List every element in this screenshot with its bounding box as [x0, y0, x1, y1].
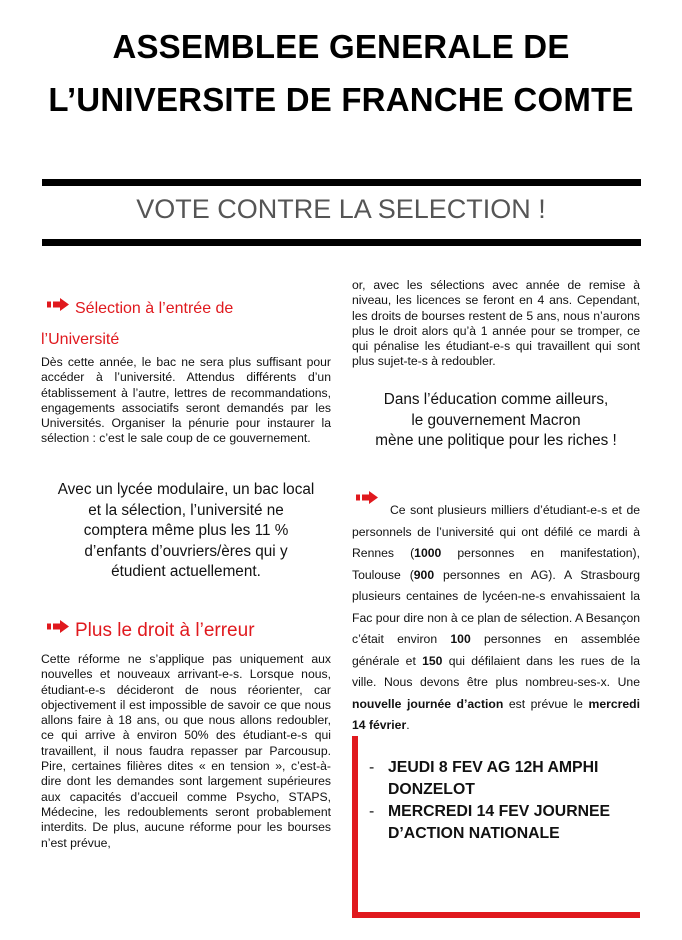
journee-action-text: nouvelle journée d’action — [352, 696, 504, 711]
callout-line: Avec un lycée modulaire, un bac local — [57, 481, 315, 498]
count-rennes: 1000 — [414, 546, 442, 560]
text-run: personnes en AG). A Strasbourg plusieurs centaines de lycéen-ne-s envahissaient la Fac pour dire non à ce plan de sélection. A Besançon c’était environ — [352, 567, 641, 646]
continuation-text: or, avec les sélections avec année de remise à niveau, les licences se feront en 4 ans. Cependant, les droits de bourses restent de 5 ans, nous n’aurons plus le droit alors qu’à 1 année pour se tromper, ce qui pénalise les étudiant-e-s qui travaillent qui sont plus sujet-te-s à redoubler. — [352, 278, 640, 369]
section-body-mobilisation — [352, 500, 640, 737]
subtitle: VOTE CONTRE LA SELECTION ! — [136, 194, 546, 224]
text-run: . — [406, 718, 410, 732]
event-box-border-left — [352, 736, 358, 918]
text-run: personnes en manifestation), Toulouse ( — [352, 546, 641, 582]
page-title-line-1: ASSEMBLEE GENERALE DE — [112, 28, 570, 65]
event-text: JEUDI 8 FEV AG 12H AMPHI DONZELOT — [388, 759, 599, 798]
text-run: qui défilaient dans les rues de la ville. Nous devons être plus nombreu-ses-x. Une — [352, 653, 641, 689]
section-body-erreur: Cette réforme ne s’applique pas uniquement aux nouvelles et nouveaux arrivant-e-s. Lorsque nous, étudiant-e-s décideront de nous réorienter, car objectivement il est impossible de savoir ce que nous allons faire à 18 ans, ou que nous allons redoubler, ce qui arrive à environ 50% des étudiant-e-s qui travaillent, il nous faudra repasser par Parcousup. Pire, certaines filières dites « en tension », c’est-à-dire dont les demandes sont largement supérieures aux capacités d’accueil comme Psycho, STAPS, Médecine, les redoublements seront probablement interdits. De plus, aucune réforme pour les bourses n’est prévue, — [41, 652, 331, 850]
section-body-selection: Dès cette année, le bac ne sera plus suffisant pour accéder à l’université. Attendus différents d’un établissement à l’autre, lettres de recommandations, engagements associatifs seront demandés par les Universités. Organiser la pénurie pour instaurer la sélection : c’est le sale coup de ce gouvernement. — [41, 355, 331, 446]
callout-line: le gouvernement Macron — [411, 411, 581, 429]
page-title-line-2: L’UNIVERSITE DE FRANCHE COMTE — [48, 81, 634, 118]
callout-line: étudient actuellement. — [111, 563, 261, 580]
callout-line: d’enfants d’ouvriers/ères qui y — [84, 542, 288, 560]
list-dash: - — [369, 803, 375, 820]
count-besancon-manif: 150 — [422, 653, 443, 668]
text-run: personnes en assemblée générale et — [352, 632, 640, 668]
list-dash: - — [369, 759, 375, 776]
section-heading-selection-cont: l’Université — [41, 331, 120, 348]
bottom-divider — [42, 239, 641, 246]
count-toulouse: 900 — [413, 567, 435, 582]
callout-line: et la sélection, l’université ne — [88, 501, 284, 519]
red-arrow-icon — [47, 298, 69, 311]
event-list — [369, 757, 639, 845]
callout-line: comptera même plus les 11 % — [83, 522, 289, 539]
count-besancon-ag: 100 — [450, 632, 471, 646]
section-heading-selection: Sélection à l’entrée de — [75, 300, 234, 317]
event-box-border-bottom — [352, 912, 640, 918]
event-item — [369, 757, 639, 801]
callout-line: Dans l’éducation comme ailleurs, — [383, 391, 609, 408]
top-divider — [42, 179, 641, 186]
red-arrow-icon — [47, 620, 69, 633]
section-heading-erreur: Plus le droit à l’erreur — [75, 620, 255, 641]
event-item — [369, 801, 639, 845]
callout-line: mène une politique pour les riches ! — [375, 432, 617, 449]
callout-macron — [352, 390, 640, 452]
date-text: mercredi 14 février — [352, 696, 640, 732]
text-run: Ce sont plusieurs milliers d’étudiant-e-s et de personnels de l’université qui ont défilé ce mardi à Rennes ( — [352, 503, 640, 560]
text-run: est prévue le — [503, 696, 589, 711]
event-text: MERCREDI 14 FEV JOURNEE D’ACTION NATIONALE — [388, 803, 611, 842]
callout-lycee — [41, 480, 331, 583]
